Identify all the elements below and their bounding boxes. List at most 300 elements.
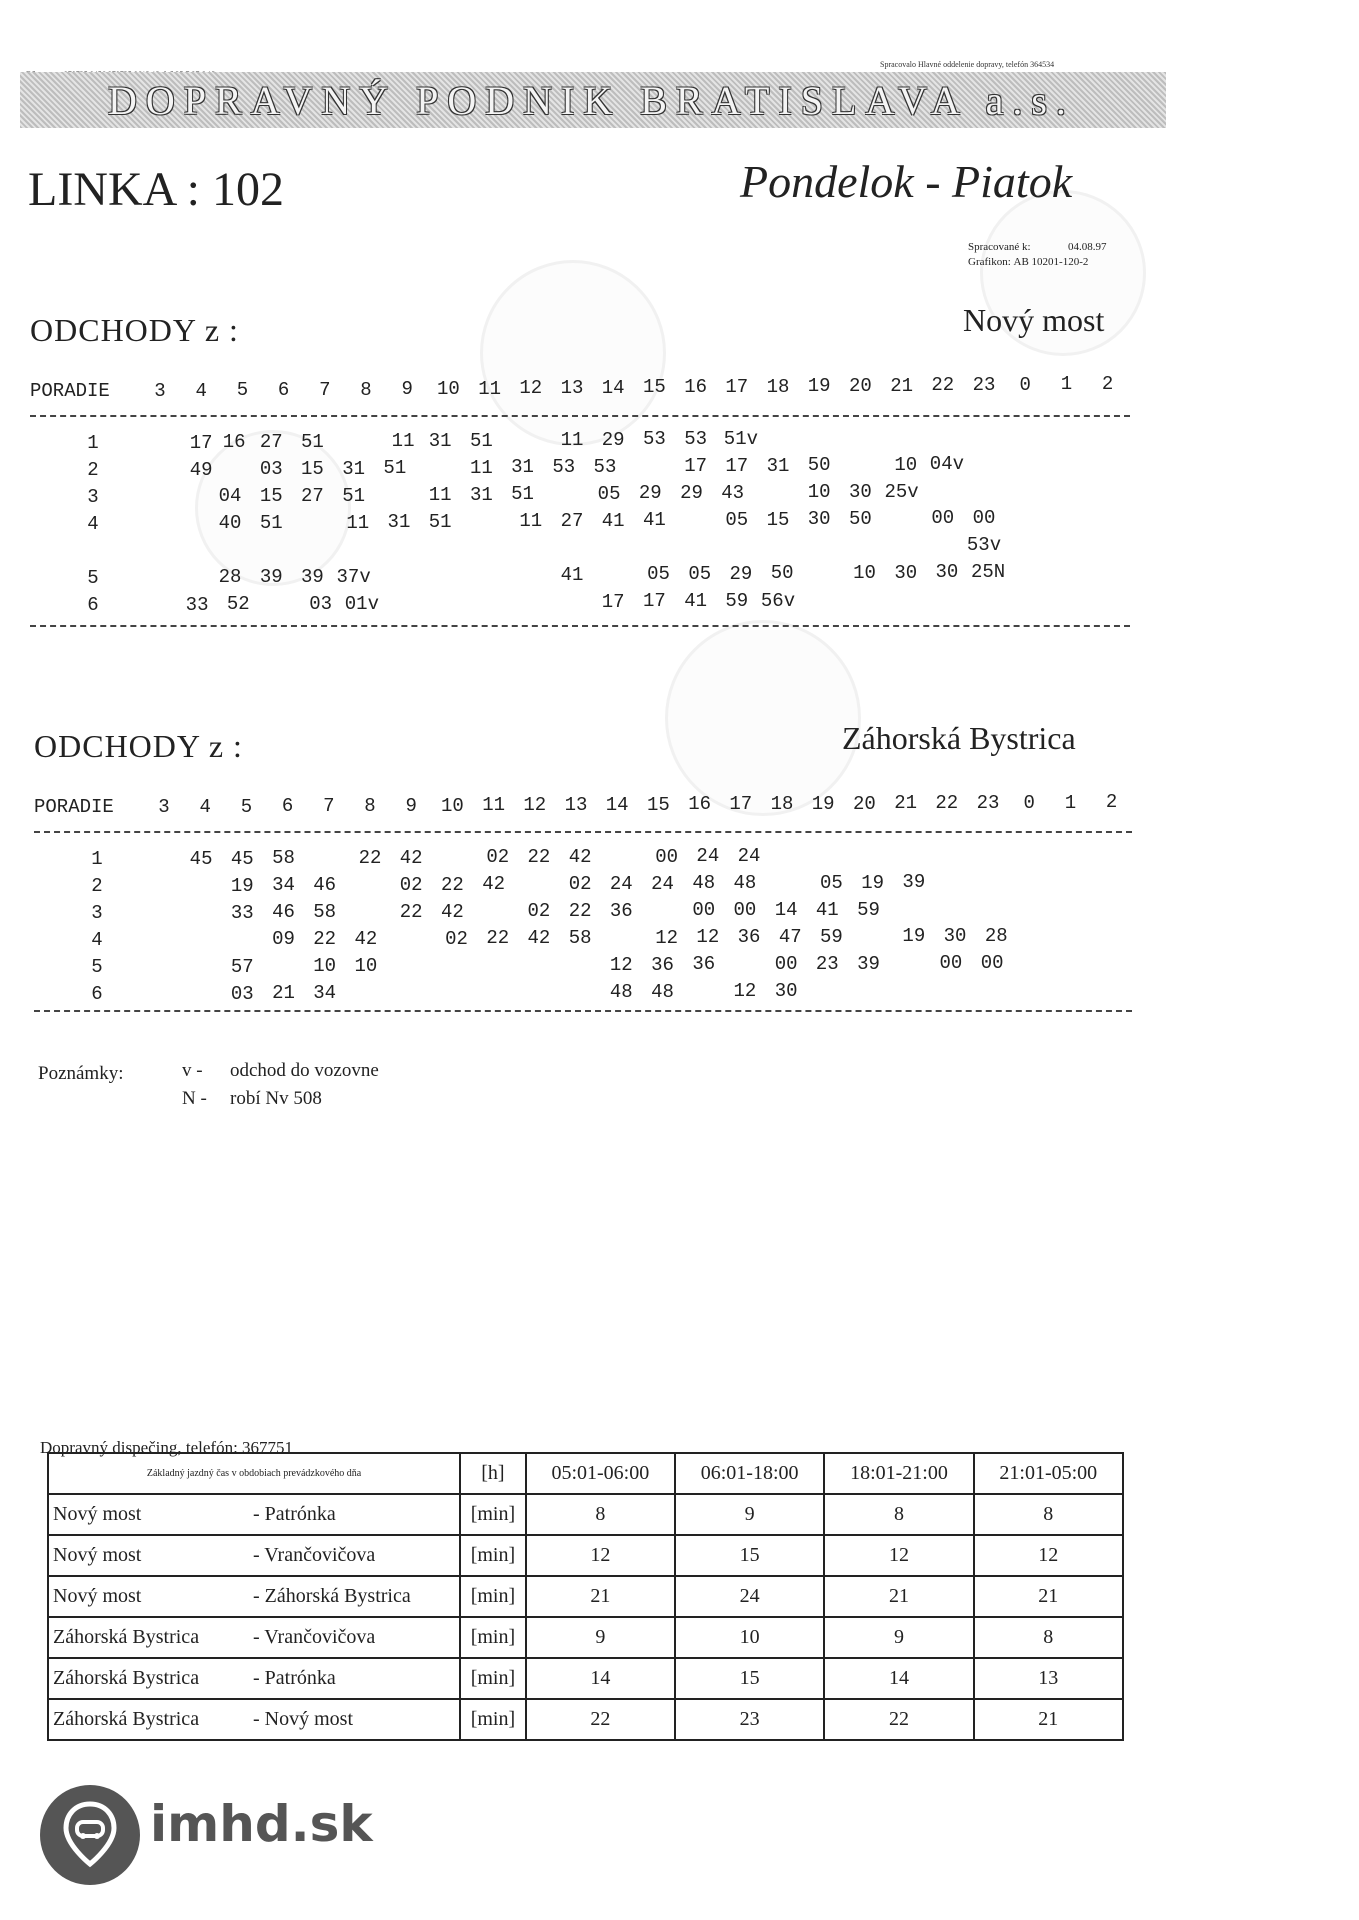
dashed-divider <box>34 1010 1132 1012</box>
departure-minute: 31 <box>511 456 534 479</box>
departure-minute: 22 <box>486 927 510 950</box>
departure-minute: 51 <box>383 457 407 480</box>
departure-minute: 51 <box>259 512 283 535</box>
runtime-value: 21 <box>974 1699 1123 1740</box>
poradie-label: PORADIE <box>30 380 110 402</box>
runtime-value: 8 <box>824 1494 973 1535</box>
departure-minute: 02 <box>399 873 423 896</box>
departure-minute: 51 <box>469 429 493 452</box>
departure-minute: 02 <box>527 900 551 923</box>
departure-minute: 11 <box>391 430 415 453</box>
row-number: 2 <box>91 875 103 897</box>
runtime-value: 8 <box>526 1494 675 1535</box>
departure-minute: 39 <box>259 566 283 589</box>
dashed-divider <box>30 625 1130 627</box>
hour-header: 6 <box>281 795 294 818</box>
departure-minute: 24 <box>651 872 674 895</box>
departure-minute: 10 <box>894 453 918 476</box>
runtime-row <box>48 1658 1123 1699</box>
departure-minute: 53 <box>642 428 666 451</box>
departure-minute: 41 <box>560 564 584 586</box>
departure-minute: 22 <box>568 899 592 922</box>
departure-minute: 29 <box>680 482 703 505</box>
route-to: - Patrónka <box>253 1667 336 1689</box>
departure-minute: 29 <box>729 562 753 585</box>
departure-minute: 31 <box>766 454 790 477</box>
hour-header: 20 <box>852 792 876 815</box>
runtime-value: 21 <box>824 1576 973 1617</box>
hour-header: 11 <box>478 377 501 400</box>
note-text: robí Nv 508 <box>230 1088 322 1109</box>
departure-minute: 24 <box>696 845 720 868</box>
departure-minute: 58 <box>272 847 295 870</box>
departure-minute: 30 <box>894 561 918 584</box>
route-cell <box>48 1699 460 1740</box>
departure-minute: 24 <box>737 845 761 868</box>
location-pin-icon <box>60 1800 120 1870</box>
departure-minute: 29 <box>601 428 625 451</box>
hour-header: 2 <box>1101 373 1114 396</box>
departure-minute: 57 <box>230 955 254 978</box>
departure-minute: 00 <box>692 899 716 922</box>
processed-by: Spracovalo Hlavné oddelenie dopravy, telefón 364534 <box>880 60 1055 69</box>
departure-minute: 00 <box>733 899 757 922</box>
departure-minute: 23 <box>815 952 839 975</box>
runtime-value: 9 <box>526 1617 675 1658</box>
departure-minute: 58 <box>568 926 592 949</box>
departure-minute: 22 <box>440 873 464 896</box>
runtime-value: 10 <box>675 1617 824 1658</box>
departure-minute: 36 <box>609 899 633 922</box>
route-to: - Vrančovičova <box>253 1544 376 1566</box>
hour-header: 9 <box>405 794 417 817</box>
hour-header: 12 <box>519 377 543 400</box>
hour-header: 12 <box>523 794 547 817</box>
dispatch-phone: Dopravný dispečing, telefón: 367751 <box>40 1438 294 1457</box>
departure-minute: 40 <box>218 512 242 535</box>
departure-minute: 01v <box>344 592 379 615</box>
departure-minute: 02 <box>486 846 510 869</box>
departure-minute: 11 <box>560 429 584 451</box>
hour-header: 21 <box>890 374 913 397</box>
row-number: 6 <box>87 594 99 616</box>
route-cell <box>48 1658 460 1699</box>
departure-minute: 15 <box>766 508 790 531</box>
hour-header: 21 <box>894 792 917 815</box>
runtime-value: 13 <box>974 1658 1123 1699</box>
departure-minute: 39 <box>857 952 880 975</box>
section2-title: ODCHODY z : <box>34 728 243 764</box>
section2-place: Záhorská Bystrica <box>842 720 1076 756</box>
runtime-row <box>48 1535 1123 1576</box>
departure-minute: 10 <box>853 561 876 584</box>
departure-minute: 52 <box>226 593 250 616</box>
departure-minute: 31 <box>387 511 411 534</box>
departure-minute: 36 <box>737 926 761 949</box>
departure-minute: 30 <box>774 979 798 1002</box>
hour-header: 11 <box>482 794 505 817</box>
runtime-value: 15 <box>675 1658 824 1699</box>
departure-minute: 42 <box>354 928 378 951</box>
row-number: 1 <box>87 432 99 454</box>
hour-header: 14 <box>605 793 629 816</box>
unit-cell: [min] <box>460 1617 526 1658</box>
departure-minute: 47 <box>778 925 802 948</box>
hour-header: 19 <box>807 375 831 398</box>
departure-minute: 17 <box>642 590 666 613</box>
departure-minute: 15 <box>259 485 283 508</box>
runtime-header-row <box>48 1453 1123 1494</box>
departure-minute: 25N <box>971 560 1006 583</box>
hour-header: 2 <box>1105 791 1118 814</box>
hour-header: 17 <box>725 375 749 398</box>
departure-minute: 31 <box>342 457 366 480</box>
departure-minute: 27 <box>259 431 283 454</box>
departure-minute: 42 <box>482 873 505 896</box>
runtime-value: 15 <box>675 1535 824 1576</box>
departure-minute: 05 <box>725 508 749 531</box>
runtime-value: 14 <box>526 1658 675 1699</box>
grafikon-value: AB 10201-120-2 <box>1013 256 1089 268</box>
departure-minute: 41 <box>684 590 707 613</box>
route-from: Nový most <box>53 1503 142 1525</box>
route-from: Nový most <box>53 1544 142 1566</box>
runtime-row <box>48 1576 1123 1617</box>
departure-minute: 48 <box>733 872 757 895</box>
hour-header: 0 <box>1023 791 1035 814</box>
unit-header: [h] <box>460 1453 526 1494</box>
departure-minute: 30 <box>848 480 872 503</box>
service-days: Pondelok - Piatok <box>740 156 1073 207</box>
departure-minute: 42 <box>527 927 551 950</box>
row-number: 4 <box>87 513 99 535</box>
hour-header: 5 <box>236 379 249 402</box>
departure-minute: 37v <box>336 565 371 588</box>
departure-minute: 51 <box>428 510 452 533</box>
processed-label: Spracované k: <box>968 241 1031 253</box>
departure-minute: 53 <box>552 456 576 479</box>
brand-name: imhd.sk <box>150 1795 373 1853</box>
departure-minute: 00 <box>655 845 679 868</box>
departure-minute: 31 <box>469 483 493 506</box>
departure-minute: 53 <box>593 455 617 478</box>
hour-header: 22 <box>935 792 959 815</box>
section1-place: Nový most <box>963 302 1105 338</box>
departure-minute: 56v <box>760 589 796 612</box>
poradie-label: PORADIE <box>34 796 114 818</box>
departure-minute: 00 <box>939 952 963 975</box>
route-cell <box>48 1576 460 1617</box>
hour-header: 4 <box>199 795 211 818</box>
departure-minute: 39 <box>902 871 926 894</box>
period-header: 06:01-18:00 <box>675 1453 824 1494</box>
hour-header: 19 <box>811 792 835 815</box>
runtime-value: 23 <box>675 1699 824 1740</box>
departure-minute: 00 <box>980 951 1004 974</box>
departure-minute: 22 <box>527 846 551 869</box>
departure-minute: 10 <box>313 955 337 978</box>
row-number: 1 <box>91 848 103 870</box>
hour-header: 1 <box>1060 373 1073 396</box>
route-cell <box>48 1617 460 1658</box>
departure-minute: 59 <box>725 589 749 612</box>
departure-minute: 12 <box>609 953 633 976</box>
departure-minute: 11 <box>428 483 452 506</box>
runtime-value: 12 <box>526 1535 675 1576</box>
departure-minute: 50 <box>848 507 872 530</box>
departure-minute: 00 <box>931 507 955 530</box>
departure-minute: 11 <box>469 456 493 479</box>
departure-minute: 50 <box>807 454 831 477</box>
departure-minute: 27 <box>301 484 324 507</box>
route-to: - Patrónka <box>253 1503 336 1525</box>
processed-date: 04.08.97 <box>1068 241 1107 253</box>
hour-header: 14 <box>601 376 625 399</box>
departure-minute: 16 <box>222 431 246 454</box>
runtime-value: 21 <box>526 1576 675 1617</box>
departure-minute: 17 <box>725 454 749 477</box>
hour-header: 8 <box>360 378 372 401</box>
unit-cell: [min] <box>460 1576 526 1617</box>
route-from: Nový most <box>53 1585 142 1607</box>
runtime-value: 22 <box>824 1699 973 1740</box>
hour-header: 17 <box>729 793 753 816</box>
note-key: v - <box>182 1060 203 1081</box>
departure-minute: 17 <box>684 455 707 478</box>
grafikon-label: Grafikon: <box>968 256 1011 268</box>
processing-info <box>968 240 1107 270</box>
hour-header: 8 <box>364 795 376 817</box>
departure-minute: 33 <box>185 593 209 616</box>
hour-header: 1 <box>1064 791 1077 814</box>
departure-minute: 11 <box>346 511 370 534</box>
route-cell <box>48 1535 460 1576</box>
unit-cell: [min] <box>460 1535 526 1576</box>
departure-minute: 51 <box>511 483 534 506</box>
departure-minute: 04v <box>929 453 965 476</box>
hour-header: 10 <box>440 794 464 817</box>
departure-minute: 41 <box>601 509 625 532</box>
departure-minute: 10 <box>354 955 378 978</box>
departure-minute: 43 <box>721 481 745 504</box>
route-to: - Vrančovičova <box>253 1626 376 1648</box>
departure-minute: 29 <box>638 482 662 505</box>
departure-minute: 19 <box>230 874 254 897</box>
departure-minute: 02 <box>568 872 592 895</box>
departure-minute: 59 <box>820 925 843 948</box>
row-number: 4 <box>91 929 103 951</box>
departure-minute: 53v <box>966 534 1002 556</box>
hour-header: 3 <box>158 796 170 818</box>
departure-minute: 10 <box>807 481 831 504</box>
departure-minute: 24 <box>609 872 633 895</box>
hour-header: 16 <box>684 376 707 399</box>
departure-minute: 51v <box>723 427 759 450</box>
hour-header: 7 <box>323 795 335 818</box>
departure-minute: 39 <box>301 565 324 588</box>
departure-minute: 36 <box>692 953 716 976</box>
departure-minute: 48 <box>651 980 674 1003</box>
hour-header: 15 <box>642 376 666 399</box>
departure-minute: 53 <box>684 428 707 451</box>
departure-minute: 04 <box>218 485 242 508</box>
departure-minute: 03 <box>259 458 283 481</box>
note-key: N - <box>182 1088 207 1109</box>
departure-minute: 14 <box>774 898 798 921</box>
row-number: 5 <box>87 567 99 589</box>
departure-minute: 02 <box>445 927 468 950</box>
departure-minute: 51 <box>342 484 366 507</box>
departure-minute: 09 <box>272 928 295 951</box>
runtime-value: 12 <box>824 1535 973 1576</box>
hour-header: 16 <box>688 793 711 816</box>
hour-header: 18 <box>770 793 794 815</box>
runtime-value: 24 <box>675 1576 824 1617</box>
departure-minute: 33 <box>230 901 254 924</box>
route-from: Záhorská Bystrica <box>53 1626 200 1648</box>
departure-minute: 21 <box>272 982 295 1005</box>
runtime-row <box>48 1494 1123 1535</box>
runtime-value: 9 <box>824 1617 973 1658</box>
hour-header: 0 <box>1019 373 1031 396</box>
note-item <box>182 1060 379 1082</box>
departure-minute: 45 <box>189 847 213 870</box>
departure-minute: 31 <box>428 429 452 452</box>
runtime-value: 8 <box>974 1494 1123 1535</box>
hour-header: 20 <box>848 374 872 397</box>
period-header: 21:01-05:00 <box>974 1453 1123 1494</box>
departure-minute: 42 <box>440 900 464 923</box>
unit-cell: [min] <box>460 1658 526 1699</box>
departure-minute: 03 <box>309 592 333 615</box>
runtime-row <box>48 1699 1123 1740</box>
hour-header: 5 <box>240 795 253 818</box>
row-number: 5 <box>91 956 103 978</box>
hour-header: 4 <box>195 379 207 402</box>
hour-header: 23 <box>972 374 996 396</box>
dashed-divider <box>34 831 1132 833</box>
route-to: - Nový most <box>253 1708 353 1730</box>
notes-label: Poznámky: <box>38 1063 124 1084</box>
period-header: 18:01-21:00 <box>824 1453 973 1494</box>
departure-minute: 15 <box>301 457 324 480</box>
hour-header: 22 <box>931 374 955 397</box>
departure-minute: 28 <box>218 566 242 589</box>
departure-minute: 34 <box>313 982 337 1005</box>
row-number: 6 <box>91 983 103 1005</box>
departure-minute: 45 <box>230 847 254 870</box>
departure-minute: 05 <box>597 482 621 505</box>
departure-minute: 19 <box>902 925 926 948</box>
departure-minute: 05 <box>647 563 670 586</box>
departure-minute: 42 <box>568 845 592 868</box>
period-header: 05:01-06:00 <box>526 1453 675 1494</box>
departure-minute: 50 <box>770 562 794 585</box>
departure-minute: 46 <box>313 874 337 897</box>
company-banner <box>20 72 1166 128</box>
row-number: 2 <box>87 459 99 481</box>
departure-minute: 00 <box>972 507 996 529</box>
departure-minute: 19 <box>861 871 885 894</box>
departure-minute: 12 <box>733 980 757 1003</box>
departure-minute: 22 <box>399 900 423 923</box>
departure-minute: 17 <box>601 590 625 613</box>
departure-minute: 59 <box>857 898 880 921</box>
departure-minute: 48 <box>692 872 716 895</box>
watermark-circle <box>665 620 861 816</box>
hour-header: 7 <box>319 378 331 401</box>
hour-header: 23 <box>976 792 1000 814</box>
departure-minute: 11 <box>519 510 543 533</box>
hour-header: 18 <box>766 375 790 398</box>
note-item <box>182 1088 322 1110</box>
runtime-value: 21 <box>974 1576 1123 1617</box>
runtime-table <box>47 1452 1124 1741</box>
company-name: DOPRAVNÝ PODNIK BRATISLAVA a.s. <box>108 77 1075 123</box>
departure-minute: 34 <box>272 874 295 897</box>
departure-minute: 48 <box>609 980 633 1003</box>
runtime-value: 8 <box>974 1617 1123 1658</box>
departure-minute: 27 <box>560 510 584 532</box>
dashed-divider <box>30 415 1130 417</box>
imhd-logo-icon <box>40 1785 140 1885</box>
departure-minute: 22 <box>313 928 337 951</box>
hour-header: 10 <box>436 377 460 400</box>
hour-header: 13 <box>560 377 584 399</box>
hour-header: 9 <box>401 378 413 401</box>
departure-minute: 42 <box>399 846 423 869</box>
departure-minute: 28 <box>984 924 1008 947</box>
hour-header: 15 <box>646 793 670 816</box>
departure-minute: 36 <box>651 953 674 976</box>
runtime-value: 14 <box>824 1658 973 1699</box>
row-number: 3 <box>91 902 103 924</box>
route-to: - Záhorská Bystrica <box>253 1585 411 1607</box>
note-text: odchod do vozovne <box>230 1060 379 1081</box>
unit-cell: [min] <box>460 1699 526 1740</box>
departure-minute: 05 <box>820 871 843 894</box>
route-from: Záhorská Bystrica <box>53 1667 200 1689</box>
route-from: Záhorská Bystrica <box>53 1708 200 1730</box>
route-cell <box>48 1494 460 1535</box>
departure-minute: 12 <box>696 926 720 949</box>
departure-minute: 30 <box>935 561 959 584</box>
departure-minute: 00 <box>774 952 798 975</box>
runtime-value: 12 <box>974 1535 1123 1576</box>
watermark-circle <box>480 260 666 446</box>
unit-cell: [min] <box>460 1494 526 1535</box>
departure-minute: 03 <box>230 982 254 1005</box>
hour-header: 3 <box>154 380 166 402</box>
line-title: LINKA : 102 <box>28 163 284 216</box>
departure-minute: 30 <box>807 508 831 531</box>
departure-minute: 49 <box>189 458 213 481</box>
runtime-row <box>48 1617 1123 1658</box>
departure-minute: 41 <box>642 509 666 532</box>
departure-minute: 05 <box>688 563 712 586</box>
departure-minute: 30 <box>943 925 967 948</box>
departure-minute: 22 <box>358 847 382 869</box>
hour-header: 6 <box>277 379 290 402</box>
hour-header: 13 <box>564 794 588 816</box>
runtime-header-label: Základný jazdný čas v obdobiach prevádzkového dňa <box>48 1453 460 1494</box>
runtime-value: 9 <box>675 1494 824 1535</box>
departure-minute: 12 <box>655 926 679 949</box>
departure-minute: 41 <box>815 898 839 921</box>
row-number: 3 <box>87 486 99 508</box>
runtime-value: 22 <box>526 1699 675 1740</box>
departure-minute: 25v <box>884 480 919 503</box>
